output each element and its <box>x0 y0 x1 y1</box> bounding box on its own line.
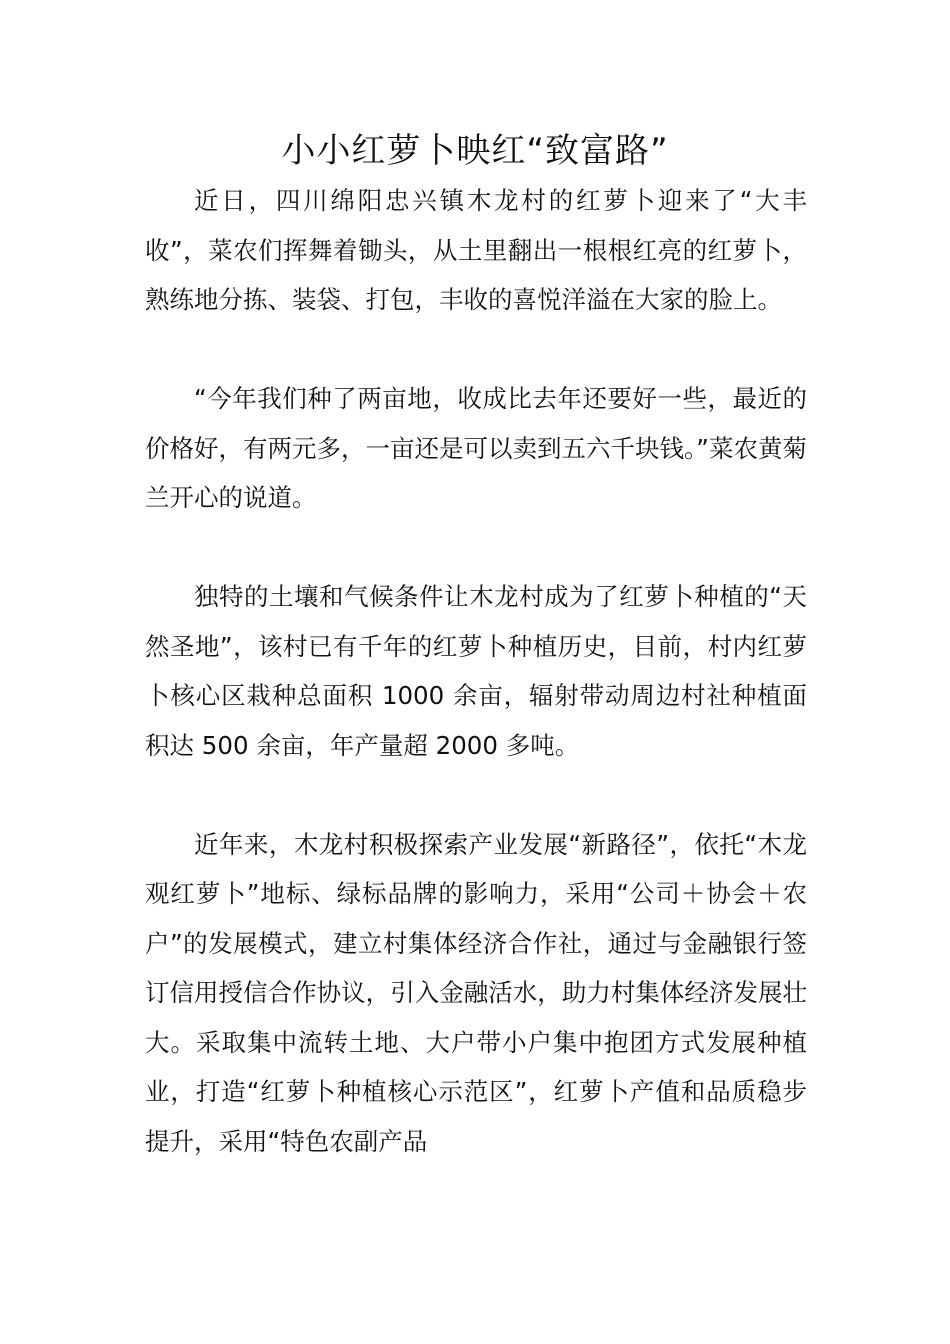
paragraph-1: 近日，四川绵阳忠兴镇木龙村的红萝卜迎来了“大丰收”，菜农们挥舞着锄头，从土里翻出一根根红亮的红萝卜，熟练地分拣、装袋、打包，丰收的喜悦洋溢在大家的脸上。 <box>145 186 807 314</box>
document-title: 小小红萝卜映红“致富路” <box>281 131 669 171</box>
paragraph-2: “今年我们种了两亩地，收成比去年还要好一些，最近的价格好，有两元多，一亩还是可以卖到五六千块钱。”菜农黄菊兰开心的说道。 <box>145 384 807 512</box>
paragraph-3: 独特的土壤和气候条件让木龙村成为了红萝卜种植的“天然圣地”，该村已有千年的红萝卜种植历史，目前，村内红萝卜核心区栽种总面积 1000 余亩，辐射带动周边村社种植面积达 500 余亩，年产量超 2000 多吨。 <box>145 582 807 760</box>
paragraph-4: 近年来，木龙村积极探索产业发展“新路径”，依托“木龙观红萝卜”地标、绿标品牌的影响力，采用“公司＋协会＋农户”的发展模式，建立村集体经济合作社，通过与金融银行签订信用授信合作协议，引入金融活水，助力村集体经济发展壮大。采取集中流转土地、大户带小户集中抱团方式发展种植业，打造“红萝卜种植核心示范区”，红萝卜产值和品质稳步提升，采用“特色农副产品 <box>145 829 807 1156</box>
document-body <box>145 176 807 1166</box>
